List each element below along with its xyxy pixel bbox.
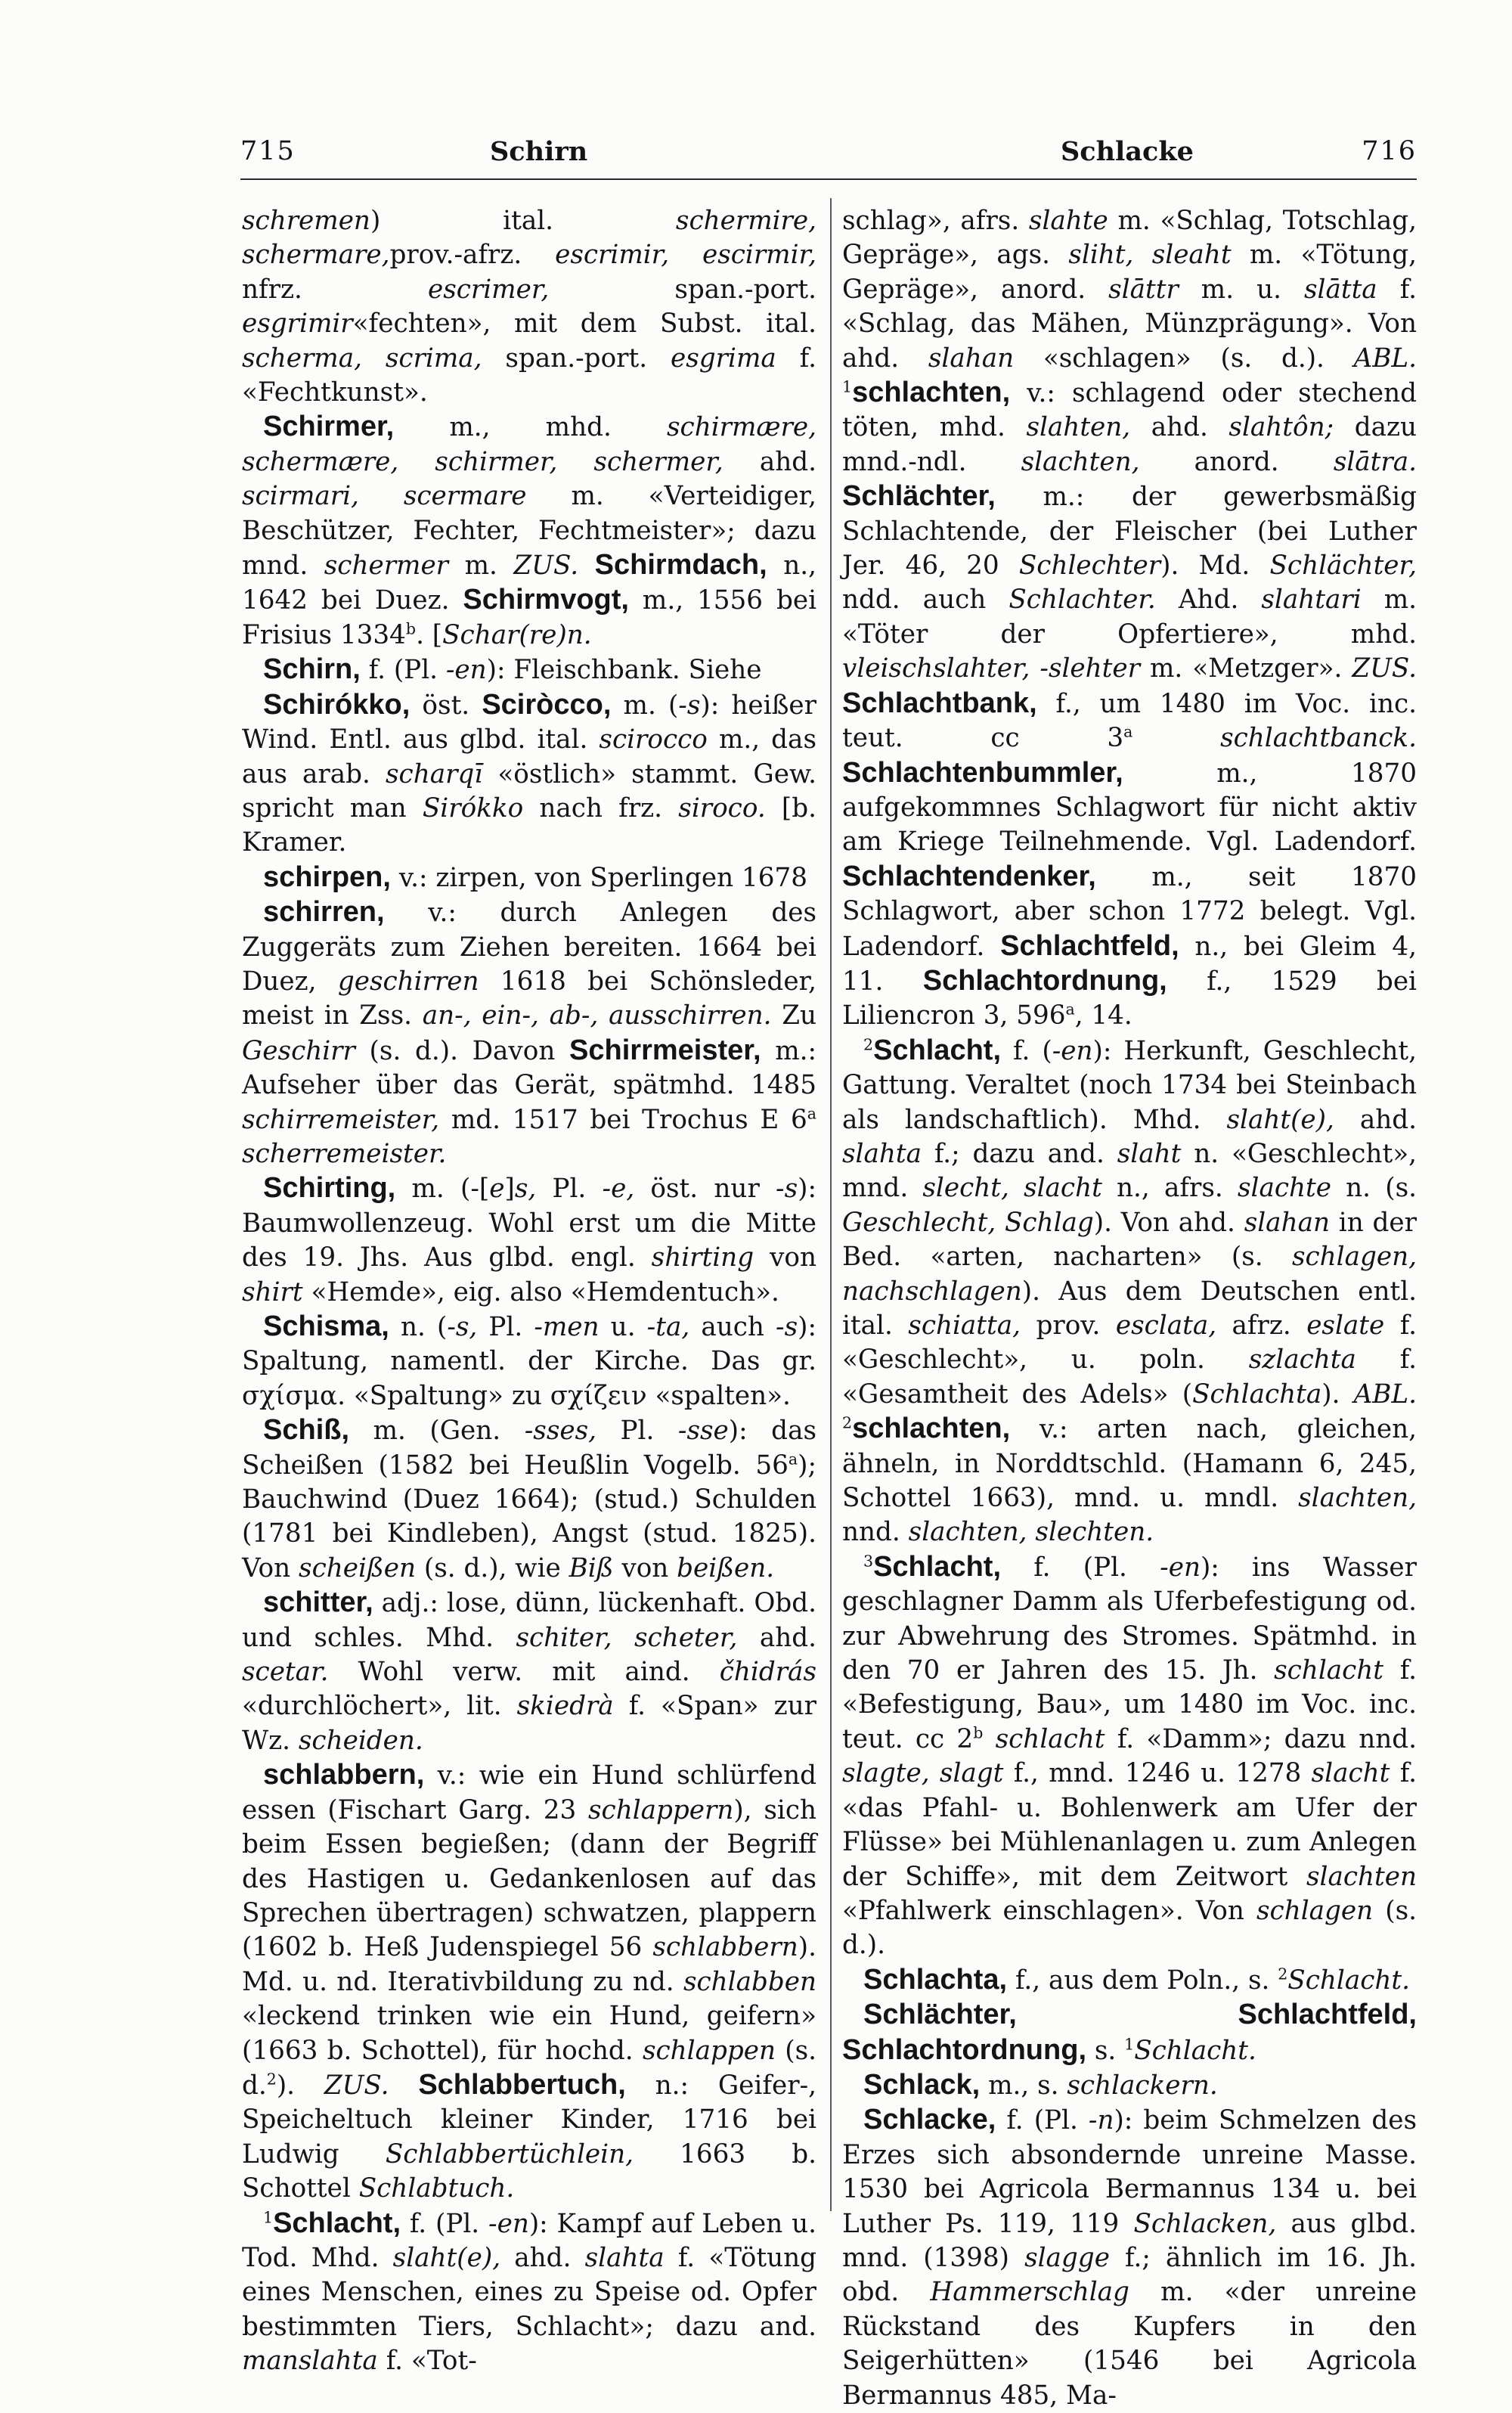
headword: schlachten, <box>852 1413 1011 1445</box>
italic-run: scherma, scrima, <box>242 343 482 374</box>
text-run: n., 1642 bei Duez. <box>242 551 817 616</box>
italic-run: Schlechter <box>1018 551 1161 582</box>
text-run: «Hemde», eig. also «Hemdentuch». <box>302 1276 779 1307</box>
italic-run: esclata, <box>1115 1310 1217 1341</box>
italic-run: slagte, slagt <box>842 1758 1004 1789</box>
text-run: m. «Schlag, Totschlag, Gepräge», ags. <box>842 206 1417 271</box>
text-run: u. <box>599 1312 647 1342</box>
text-run: ): das Scheißen (1582 bei Heußlin Vogelb. 56 <box>242 1416 816 1481</box>
italic-run: sliht, sleaht <box>1068 240 1232 271</box>
left-column <box>242 204 817 2377</box>
text-run: n., afrs. <box>1101 1173 1238 1204</box>
text-run: , 14. <box>1074 1000 1132 1031</box>
italic-run: slahtôn; <box>1228 412 1334 443</box>
italic-run: ZUS. <box>1352 653 1417 684</box>
italic-run: szlachta <box>1248 1345 1356 1376</box>
italic-run: slaht(e), <box>1226 1104 1334 1135</box>
headword: Schlachtendenker, <box>842 860 1096 892</box>
italic-run: schlappern <box>588 1794 734 1825</box>
superscript: 3 <box>863 1552 874 1571</box>
italic-run: esgrima <box>671 343 776 374</box>
text-run: ] <box>504 1174 515 1205</box>
text-run: f. «Fechtkunst». <box>242 343 816 408</box>
text-run: ahd. <box>500 2242 585 2273</box>
headword: Schirting, <box>263 1172 396 1205</box>
headword: Schirmdach, <box>594 549 767 582</box>
text-run: f., aus dem Poln., s. <box>1007 1965 1278 1996</box>
italic-run: beißen. <box>677 1552 775 1583</box>
text-run: . [ <box>416 619 443 650</box>
text-run: v.: zirpen, von Sperlingen 1678 <box>390 862 808 893</box>
italic-run: manslahta <box>242 2346 378 2377</box>
italic-run: an-, ein-, ab-, ausschirren. <box>422 1000 772 1031</box>
text-run: f. (Pl. <box>401 2208 489 2239</box>
italic-run: schlabben <box>683 1966 816 1997</box>
text-run: f. «Befestigung, Bau», um 1480 im Voc. inc. teut. cc 2 <box>842 1655 1418 1754</box>
right-page-number: 716 <box>1362 136 1417 166</box>
text-run: span.-port. <box>482 343 671 374</box>
headword: Schlabbertuch, <box>418 2068 626 2101</box>
dictionary-entry-schitter <box>242 1586 816 1758</box>
text-run: f. «Damm»; dazu nnd. <box>1105 1723 1417 1754</box>
italic-run: Geschlecht, Schlag <box>842 1207 1094 1238</box>
italic-run: slachten, <box>1298 1483 1417 1514</box>
text-run: ): ins Wasser geschlagner Damm als Uferbefestigung od. zur Abwehrung des Stromes. Spätmhd. in den 70 er Jahren des 15. Jh. <box>842 1552 1417 1686</box>
italic-run: esgrimir <box>242 309 353 340</box>
text-run: f. (Pl. <box>360 655 446 686</box>
text-run: ): beim Schmelzen des Erzes sich absondernde unreine Masse. 1530 bei Agricola Bermannus 134 u. bei Luther Ps. 119, 119 <box>842 2105 1417 2239</box>
italic-run: -men <box>534 1312 600 1342</box>
text-run: von <box>613 1552 677 1583</box>
text-run: m. «Verteidiger, Beschützer, Fechter, Fechtmeister»; dazu mnd. <box>242 481 816 582</box>
superscript: 1 <box>1124 2035 1135 2054</box>
text-run: ). Von ahd. <box>1093 1207 1244 1238</box>
text-run: (s. d.). <box>842 1895 1418 1961</box>
italic-run: -s <box>776 1174 798 1205</box>
superscript: b <box>973 1723 984 1742</box>
text-run: prov. <box>1021 1310 1116 1341</box>
headword: Schlächter, Schlachtfeld, Schlachtordnung, <box>842 1999 1417 2066</box>
italic-run: schremen <box>242 206 370 236</box>
text-run: adj.: lose, dünn, lückenhaft. Obd. und schles. Mhd. <box>242 1588 816 1653</box>
italic-run: schirmære, schermære, schirmer, schermer, <box>242 412 816 477</box>
dictionary-entry-schlacht1 <box>242 2207 816 2379</box>
headword: Schlächter, <box>842 480 996 513</box>
text-run: (s. d.), wie <box>416 1552 569 1583</box>
superscript: a <box>1123 722 1133 741</box>
text-run: nfrz. <box>242 274 428 305</box>
text-run: m. «Metzger». <box>1140 653 1352 684</box>
text-run: v.: durch Anlegen des Zuggeräts zum Ziehen bereiten. 1664 bei Duez, <box>242 898 816 997</box>
text-run: m. ( <box>611 690 679 721</box>
text-run: prov.-afrz. <box>389 240 556 271</box>
text-run: m. (-[ <box>395 1174 490 1205</box>
italic-run: -ta, <box>646 1312 690 1342</box>
text-run: f.; dazu and. <box>922 1138 1117 1169</box>
italic-run: skiedrà <box>516 1691 614 1722</box>
headword: Schlachtbank, <box>842 687 1037 719</box>
dictionary-entry-schirting <box>242 1171 816 1310</box>
italic-run: ZUS. <box>513 551 579 582</box>
headword: Schisma, <box>263 1310 389 1342</box>
text-run: nnd. <box>842 1517 909 1548</box>
text-run: f. «Tot- <box>377 2346 477 2377</box>
italic-run: Schlacht. <box>1134 2035 1256 2066</box>
text-run: ): Spaltung, namentl. der Kirche. Das gr. σχίσμα. «Spaltung» zu σχίζειν «spalten». <box>242 1312 816 1411</box>
text-run: m.: der gewerbsmäßig Schlachtende, der Fleischer (bei Luther Jer. 46, 20 <box>842 482 1417 582</box>
text-run: ). Md. u. nd. Iterativbildung zu nd. <box>242 1932 816 1997</box>
italic-run: slachten, <box>1021 446 1140 477</box>
text-run: n., bei Gleim 4, 11. <box>842 931 1418 997</box>
text-run: f. «Tötung eines Menschen, eines zu Speise od. Opfer bestimmten Tiers, Schlacht»; dazu and. <box>242 2242 816 2342</box>
italic-run: čhidrás <box>719 1657 816 1688</box>
italic-run: escrimer, <box>427 274 550 305</box>
text-run: f.; ähnlich im 16. Jh. obd. <box>842 2242 1417 2308</box>
headword: Schlacht, <box>873 1034 1002 1066</box>
text-run: ). Aus dem Deutschen entl. ital. <box>842 1276 1417 1341</box>
text-run: ahd. <box>737 1622 816 1653</box>
headword: Schlacht, <box>873 1550 1002 1583</box>
text-run <box>389 2070 419 2101</box>
dictionary-entry-schirpen <box>242 861 816 895</box>
italic-run: schlackern. <box>1067 2070 1218 2101</box>
dictionary-entry-schlabbern <box>242 1758 816 2206</box>
dictionary-entry-schirn <box>242 653 816 687</box>
italic-run: schlappen <box>642 2035 776 2066</box>
text-run: s. <box>1086 2035 1125 2066</box>
headword: Schirrmeister, <box>569 1034 761 1066</box>
text-run: f. ( <box>1001 1035 1052 1066</box>
text-run: m., mhd. <box>394 412 668 443</box>
italic-run: ZUS. <box>324 2070 389 2101</box>
italic-run: scetar. <box>242 1657 329 1688</box>
italic-run: slātta <box>1303 274 1377 305</box>
italic-run: slaht(e), <box>392 2242 501 2273</box>
text-run: m. <box>448 551 514 582</box>
text-run: ahd. <box>1334 1104 1417 1135</box>
italic-run: slahta <box>584 2242 665 2273</box>
text-run: m., 1870 aufgekommnes Schlagwort für nicht aktiv am Kriege Teilnehmende. Vgl. Ladendorf. <box>842 758 1417 858</box>
running-header <box>240 136 1417 175</box>
text-run: anord. <box>1139 446 1334 477</box>
headword: Schiß, <box>263 1414 350 1447</box>
headword: schirpen, <box>263 861 391 893</box>
italic-run: Schlabtuch. <box>358 2173 515 2204</box>
text-run: ): heißer Wind. Entl. aus glbd. ital. <box>242 690 816 755</box>
italic-run: slahta <box>842 1138 922 1169</box>
dictionary-entry-cont <box>842 204 1417 1034</box>
text-run: ). <box>276 2070 324 2101</box>
text-run: von <box>754 1242 816 1273</box>
dictionary-entry-schiss <box>242 1413 816 1586</box>
text-run: ), sich beim Essen begießen; (dann der Begriff des Hastigen u. Gedankenlosen auf das Sprechen übertragen) schwatzen, plappern (1602 b. Heß Judenspiegel 56 <box>242 1794 817 1963</box>
italic-run: Schlachter. <box>1009 585 1156 616</box>
headword: Schirn, <box>263 653 361 686</box>
text-run: aus glbd. mnd. (1398) <box>842 2208 1417 2273</box>
italic-run: scheiden. <box>298 1725 423 1756</box>
dictionary-entry-schirokko <box>242 688 816 861</box>
text-run: n. «Geschlecht», mnd. <box>842 1138 1417 1204</box>
text-run: ): Kampf auf Leben u. Tod. Mhd. <box>242 2208 817 2273</box>
italic-run: slahten, <box>1026 412 1131 443</box>
text-run: ): Herkunft, Geschlecht, Gattung. Veraltet (noch 1734 bei Steinbach als landschaftlich). Mhd. <box>842 1035 1417 1135</box>
dictionary-entry-schlacht2 <box>842 1034 1417 1550</box>
text-run: «durchlöchert», lit. <box>242 1691 517 1722</box>
italic-run: slachten <box>1306 1861 1417 1892</box>
headword: Schlachtenbummler, <box>842 756 1123 789</box>
superscript: a <box>788 1450 798 1469</box>
superscript: 1 <box>263 2208 274 2227</box>
italic-run: ABL. <box>1353 343 1418 374</box>
text-run: f. «Gesamtheit des Adels» ( <box>842 1345 1418 1410</box>
text-run: Pl. <box>536 1174 603 1205</box>
italic-run: schermer <box>324 551 449 582</box>
text-run: Zu <box>771 1000 816 1031</box>
text-run: auch <box>689 1312 776 1342</box>
text-run: schlag», afrs. <box>842 206 1029 236</box>
dictionary-entry-schlack <box>842 2068 1417 2103</box>
italic-run: slahan <box>1244 1207 1330 1238</box>
text-run: m., 1556 bei Frisius 1334 <box>242 585 816 650</box>
italic-run: escrimir, escirmir, <box>555 240 816 271</box>
text-run: [b. Kramer. <box>242 792 816 858</box>
italic-run: -s, <box>447 1312 478 1342</box>
headword: Sciròcco, <box>482 688 612 721</box>
italic-run: e <box>489 1174 505 1205</box>
italic-run: schlabbern <box>652 1932 798 1963</box>
text-run: n.: Geifer-, Speicheltuch kleiner Kinder, 1716 bei Ludwig <box>242 2070 816 2170</box>
text-run: m. u. <box>1178 274 1304 305</box>
italic-run: Schlabbertüchlein, <box>385 2139 634 2170</box>
italic-run: -n <box>1088 2105 1114 2136</box>
headword: schlabbern, <box>263 1759 425 1791</box>
dictionary-entry-schirmer <box>242 410 816 653</box>
italic-run: -en <box>445 655 487 686</box>
italic-run: Biß <box>569 1552 614 1583</box>
italic-run: slahtari <box>1261 585 1362 616</box>
text-run: m. «Töter der Opfertiere», mhd. <box>842 585 1417 650</box>
italic-run: -en <box>1052 1035 1093 1066</box>
italic-run: schiter, scheter, <box>516 1622 738 1653</box>
headword: schitter, <box>263 1586 373 1619</box>
italic-run: -sse <box>677 1416 729 1447</box>
text-run: m.: Aufseher über das Gerät, spätmhd. 1485 <box>242 1035 817 1101</box>
italic-run: scharqī <box>386 758 483 789</box>
headword: Schlachtordnung, <box>922 964 1167 997</box>
text-run: m. «der unreine Rückstand des Kupfers in den Seigerhütten» (1546 bei Agricola Bermannus 485, Ma- <box>842 2277 1417 2411</box>
text-run: «leckend trinken wie ein Hund, geifern» (1663 b. Schottel), für hochd. <box>242 2001 816 2066</box>
italic-run: slacht <box>1311 1758 1390 1789</box>
italic-run: shirting <box>651 1242 754 1273</box>
text-run: m. «Tötung, Gepräge», anord. <box>842 240 1417 305</box>
text-run: f., um 1480 im Voc. inc. teut. cc 3 <box>842 688 1417 754</box>
superscript: 1 <box>842 377 853 396</box>
italic-run: Schlacht. <box>1287 1965 1410 1996</box>
text-run: «Pfahlwerk einschlagen». Von <box>842 1895 1256 1926</box>
italic-run: siroco. <box>678 792 766 823</box>
italic-run: -en <box>488 2208 529 2239</box>
italic-run: slātra. <box>1333 446 1418 477</box>
text-run: 1618 bei Schönsleder, meist in Zss. <box>242 966 816 1031</box>
text-run: in der Bed. «arten, nacharten» (s. <box>842 1207 1417 1273</box>
headword: Schirmvogt, <box>463 584 629 616</box>
text-run: n. (s. <box>1331 1173 1417 1204</box>
italic-run: schlachtbanck. <box>1220 723 1418 754</box>
italic-run: Schlachta <box>1192 1379 1322 1410</box>
italic-run: scherremeister. <box>242 1138 447 1169</box>
left-running-headword: Schirn <box>490 136 588 167</box>
headword: Schlack, <box>863 2068 981 2101</box>
text-run <box>578 551 595 581</box>
italic-run: s, <box>514 1174 537 1205</box>
italic-run: scirmari, scermare <box>242 481 527 512</box>
text-run: (s. d. <box>242 2035 816 2101</box>
text-run: «östlich» stammt. Gew. spricht man <box>242 758 816 823</box>
text-run: f. «Span» zur Wz. <box>242 1691 816 1756</box>
text-run: ). Md. <box>1160 551 1270 582</box>
italic-run: Hammerschlag <box>930 2277 1129 2308</box>
text-run: Pl. <box>477 1312 534 1342</box>
text-run: f. «das Pfahl- u. Bohlenwerk am Ufer der Flüsse» bei Mühlenanlagen u. zum Anlegen der Schiffe», mit dem Zeitwort <box>842 1758 1418 1892</box>
italic-run: shirt <box>242 1276 303 1307</box>
left-page-number: 715 <box>240 136 296 166</box>
header-rule <box>240 178 1417 180</box>
italic-run: schirremeister, <box>242 1104 440 1135</box>
text-run: f., mnd. 1246 u. 1278 <box>1003 1758 1312 1789</box>
italic-run: -e, <box>602 1174 635 1205</box>
headword: Schlacht, <box>273 2207 401 2239</box>
italic-run: slāttr <box>1108 274 1179 305</box>
italic-run: scirocco <box>599 724 708 755</box>
superscript: b <box>405 619 417 638</box>
text-run: ahd. <box>723 446 816 477</box>
text-run: f., 1529 bei Liliencron 3, 596 <box>842 966 1417 1031</box>
text-run: n. ( <box>389 1312 448 1342</box>
dictionary-entry-schirren <box>242 895 816 1171</box>
italic-run: Schar(re)n. <box>442 619 592 650</box>
italic-run: slachten, slechten. <box>908 1517 1154 1548</box>
text-run: m. (Gen. <box>349 1416 525 1447</box>
italic-run: eslate <box>1306 1310 1385 1341</box>
text-run: nach frz. <box>523 792 679 823</box>
text-run: f. «Schlag, das Mähen, Münzprägung». Von ahd. <box>842 274 1417 374</box>
italic-run: geschirren <box>337 966 479 997</box>
headword: schirren, <box>263 896 385 929</box>
italic-run: slahte <box>1028 206 1108 236</box>
text-run: ). <box>1321 1379 1354 1410</box>
text-run: v.: schlagend oder stechend töten, mhd. <box>842 378 1417 443</box>
text-run: Wohl verw. mit aind. <box>328 1657 720 1688</box>
italic-run: schiatta, <box>908 1310 1021 1341</box>
text-run: «schlagen» (s. d.). <box>1014 343 1354 374</box>
right-running-headword: Schlacke <box>1061 136 1194 167</box>
superscript: a <box>1065 1000 1075 1019</box>
text-run: Pl. <box>596 1416 678 1447</box>
text-run: span.-port. <box>549 274 817 305</box>
text-run: «fechten», mit dem Subst. ital. <box>352 309 816 340</box>
italic-run: ABL. <box>1353 1379 1417 1410</box>
italic-run: -en <box>1160 1552 1201 1583</box>
italic-run: Schlacken, <box>1133 2208 1277 2239</box>
dictionary-entry-schlacke <box>842 2103 1417 2413</box>
italic-run: slagge <box>1024 2242 1110 2273</box>
text-run: Ahd. <box>1155 585 1262 616</box>
text-run: ) ital. <box>370 206 676 236</box>
headword: Schirókko, <box>263 688 411 721</box>
text-run: dazu mnd.-ndl. <box>842 412 1417 477</box>
text-run: öst. <box>410 690 482 721</box>
superscript: 2 <box>863 1035 874 1054</box>
italic-run: slachte <box>1237 1173 1331 1204</box>
italic-run: slaht <box>1117 1138 1182 1169</box>
text-run: ): Baumwollenzeug. Wohl erst um die Mitte des 19. Jhs. Aus glbd. engl. <box>242 1174 816 1273</box>
text-run: (s. d.). Davon <box>355 1035 570 1066</box>
text-run: f. (Pl. <box>996 2105 1089 2136</box>
text-run: afrz. <box>1216 1310 1307 1341</box>
italic-run: schlacht <box>995 1723 1105 1754</box>
italic-run: schermire, schermare, <box>242 206 816 271</box>
text-run: f. (Pl. <box>1001 1552 1160 1583</box>
text-run: ndd. auch <box>842 585 1009 616</box>
italic-run: Geschirr <box>242 1035 355 1066</box>
italic-run: schlagen, nachschlagen <box>842 1242 1417 1307</box>
text-run: ): Fleischbank. Siehe <box>486 655 762 686</box>
italic-run: slahan <box>928 343 1015 374</box>
text-run: m., das aus arab. <box>242 724 816 789</box>
dictionary-entry-schlachta <box>842 1963 1417 1998</box>
dictionary-entry-schlaechter-xref <box>842 1998 1417 2068</box>
text-run: md. 1517 bei Trochus E 6 <box>439 1104 807 1135</box>
italic-run: -sses, <box>524 1416 597 1447</box>
text-run <box>1132 723 1220 753</box>
dictionary-entry-schlacht3 <box>842 1550 1417 1963</box>
headword: Schlachta, <box>863 1963 1008 1996</box>
superscript: 2 <box>842 1413 853 1432</box>
text-run: m., s. <box>980 2070 1067 2101</box>
column-divider <box>830 198 832 2211</box>
italic-run: -s <box>776 1312 798 1342</box>
headword: Schlachtfeld, <box>1000 929 1179 962</box>
headword: Schirmer, <box>263 411 395 443</box>
dictionary-entry-cont <box>242 204 816 410</box>
italic-run: Sirókko <box>422 792 524 823</box>
headword: schlachten, <box>852 377 1011 409</box>
text-run: ); Bauchwind (Duez 1664); (stud.) Schulden (1781 bei Kindleben), Angst (stud. 1825). Von <box>242 1450 816 1583</box>
headword: Schlacke, <box>863 2104 996 2136</box>
italic-run: Schlächter, <box>1269 551 1417 582</box>
text-run: öst. nur <box>634 1174 776 1205</box>
text-run: ahd. <box>1130 412 1229 443</box>
dictionary-entry-schisma <box>242 1310 816 1413</box>
italic-run: schlacht <box>1274 1655 1384 1686</box>
text-run: f. «Geschlecht», u. poln. <box>842 1310 1417 1376</box>
superscript: a <box>807 1104 816 1123</box>
italic-run: scheißen <box>299 1552 416 1583</box>
right-column <box>842 204 1418 2411</box>
italic-run: vleischslahter, -slehter <box>842 653 1140 684</box>
text-run <box>983 1724 995 1754</box>
italic-run: schlagen <box>1256 1895 1374 1926</box>
text-run: v.: arten nach, gleichen, ähneln, in Norddtschld. (Hamann 6, 245, Schottel 1663), mnd. u. mndl. <box>842 1414 1417 1514</box>
text-run: m., seit 1870 Schlagwort, aber schon 1772 belegt. Vgl. Ladendorf. <box>842 861 1417 962</box>
text-run: v.: wie ein Hund schlürfend essen (Fischart Garg. 23 <box>242 1760 816 1825</box>
superscript: 2 <box>1278 1965 1288 1983</box>
superscript: 2 <box>266 2070 277 2089</box>
italic-run: slecht, slacht <box>922 1173 1102 1204</box>
text-run: 1663 b. Schottel <box>242 2139 816 2204</box>
italic-run: -s <box>678 690 701 721</box>
